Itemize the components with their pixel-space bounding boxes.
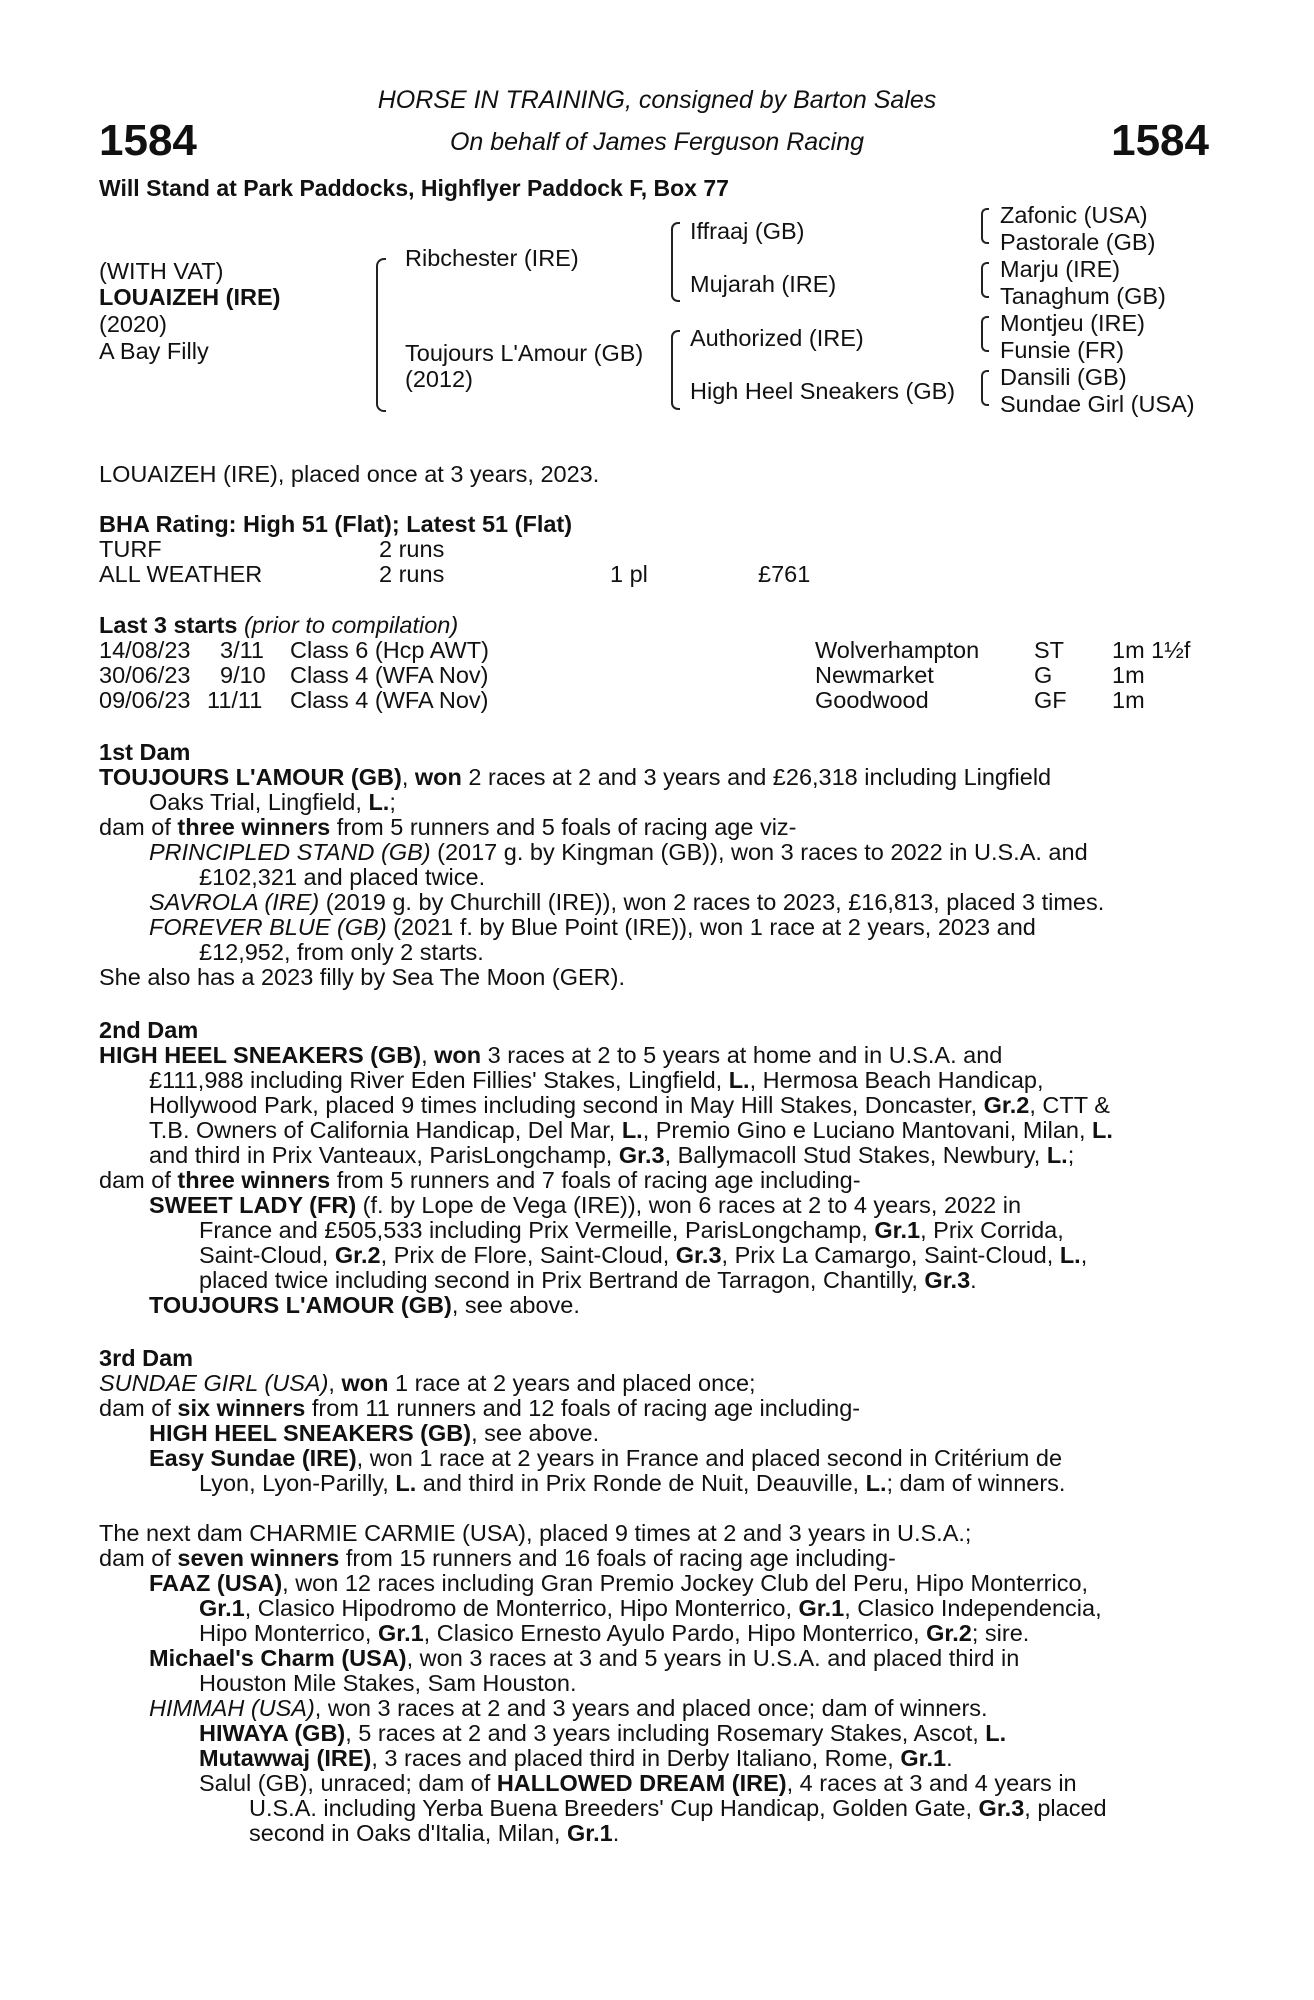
dam2-t5a: and third in Prix Vanteaux, ParisLongchamp, xyxy=(149,1142,619,1168)
salul-3 xyxy=(249,1821,619,1846)
dam3-e1: Easy Sundae (IRE) xyxy=(149,1445,357,1471)
dam3-won: won xyxy=(341,1370,389,1396)
on-behalf-line: On behalf of James Ferguson Racing xyxy=(449,128,865,156)
dam3-easy-sundae-1 xyxy=(149,1446,1062,1471)
dam1-progeny3 xyxy=(149,915,1036,940)
faaz-f3c: Gr.1 xyxy=(798,1595,845,1621)
dam2-heading: 2nd Dam xyxy=(99,1017,199,1043)
dam3-h1: HIGH HEEL SNEAKERS (GB) xyxy=(149,1420,472,1446)
dam2-t5e: ; xyxy=(1067,1142,1075,1168)
dam2-s5a: placed twice including second in Prix Bertrand de Tarragon, Chantilly, xyxy=(199,1267,925,1293)
dam1-text2c: ; xyxy=(389,789,396,815)
next-damof-a: dam of xyxy=(99,1545,178,1571)
dam1-name: TOUJOURS L'AMOUR (GB) xyxy=(99,764,402,790)
dam2-s4g: , xyxy=(1080,1242,1088,1268)
pedigree-brace-main xyxy=(376,258,386,412)
dam1-p1-cont: £102,321 and placed twice. xyxy=(199,864,486,890)
start-1-date: 14/08/23 xyxy=(99,637,191,663)
dam2-s5b: Gr.3 xyxy=(924,1267,971,1293)
faaz-name: FAAZ (USA) xyxy=(149,1570,283,1596)
faaz-f3a: Gr.1 xyxy=(199,1595,245,1621)
pedigree-g4: Tanaghum (GB) xyxy=(1000,283,1166,309)
lot-number-left: 1584 xyxy=(99,116,197,165)
faaz-f3b: , Clasico Hipodromo de Monterrico, Hipo Monterrico, xyxy=(244,1595,799,1621)
michaels-charm-1 xyxy=(149,1646,1019,1671)
rating-aw-placed: 1 pl xyxy=(610,561,648,587)
pedigree-brace-g12 xyxy=(981,208,989,244)
salul-5c: . xyxy=(612,1820,620,1846)
dam2-t2b: L. xyxy=(728,1067,750,1093)
dam2-t4c: , Premio Gino e Luciano Mantovani, Milan, xyxy=(642,1117,1093,1143)
salul-1 xyxy=(199,1771,1077,1796)
race-summary: LOUAIZEH (IRE), placed once at 3 years, 2023. xyxy=(99,461,600,487)
dam3-damof xyxy=(99,1396,860,1421)
dam2-text1: 3 races at 2 to 5 years at home and in U.S.A. and xyxy=(481,1042,1003,1068)
salul-2 xyxy=(249,1796,1107,1821)
dam3-e3d: L. xyxy=(865,1470,887,1496)
dam2-sweet-lady-3 xyxy=(199,1243,1087,1268)
dam2-t4d: L. xyxy=(1092,1117,1113,1143)
dam3-heading: 3rd Dam xyxy=(99,1345,194,1371)
dam3-name: SUNDAE GIRL (USA) xyxy=(99,1370,329,1396)
hiwaya-name: HIWAYA (GB) xyxy=(199,1720,346,1746)
dam1-damof-b: three winners xyxy=(177,814,331,840)
salul-b: HALLOWED DREAM (IRE) xyxy=(496,1770,787,1796)
start-3-course: Goodwood xyxy=(815,687,929,713)
start-2-pos: 9/10 xyxy=(220,662,266,688)
dam3-damof-b: six winners xyxy=(177,1395,306,1421)
dam2-line2 xyxy=(149,1068,1044,1093)
himmah-text: , won 3 races at 2 and 3 years and placed once; dam of winners. xyxy=(314,1695,988,1721)
dam1-p2-name: SAVROLA (IRE) xyxy=(149,889,320,915)
faaz-f3d: , Clasico Independencia, xyxy=(844,1595,1102,1621)
dam2-s4c: , Prix de Flore, Saint-Cloud, xyxy=(380,1242,676,1268)
horse-year: (2020) xyxy=(99,311,167,337)
start-2-course: Newmarket xyxy=(815,662,934,688)
michaels-charm-text: , won 3 races at 3 and 5 years in U.S.A. and placed third in xyxy=(406,1645,1020,1671)
start-3-distance: 1m xyxy=(1112,687,1145,713)
michaels-charm-name: Michael's Charm (USA) xyxy=(149,1645,407,1671)
salul-4c: , placed xyxy=(1024,1795,1107,1821)
dam2-t3c: , CTT & xyxy=(1029,1092,1110,1118)
faaz-3 xyxy=(199,1621,1029,1646)
rating-turf-surface: TURF xyxy=(99,536,162,562)
dam2-damof-a: dam of xyxy=(99,1167,178,1193)
dam1-also: She also has a 2023 filly by Sea The Moon (GER). xyxy=(99,964,625,990)
dam2-s4a: Saint-Cloud, xyxy=(199,1242,335,1268)
faaz-2 xyxy=(199,1596,1102,1621)
dam2-t5b: Gr.3 xyxy=(618,1142,665,1168)
consignment-line: HORSE IN TRAINING, consigned by Barton Sales xyxy=(377,86,937,114)
mutawwaj-text: , 3 races and placed third in Derby Italiano, Rome, xyxy=(371,1745,901,1771)
dam1-p3-name: FOREVER BLUE (GB) xyxy=(149,914,387,940)
dam2-t4b: L. xyxy=(621,1117,643,1143)
start-3-date: 09/06/23 xyxy=(99,687,191,713)
dam2-sweet-lady-1 xyxy=(149,1193,1021,1218)
start-3-pos: 11/11 xyxy=(207,687,263,713)
dam-sire: Authorized (IRE) xyxy=(690,325,864,351)
dam2-line5 xyxy=(149,1143,1074,1168)
dam2-line4 xyxy=(149,1118,1113,1143)
salul-5b: Gr.1 xyxy=(566,1820,613,1846)
start-1-distance: 1m 1½f xyxy=(1112,637,1191,663)
dam2-s3c: , Prix Corrida, xyxy=(920,1217,1064,1243)
dam3-damof-a: dam of xyxy=(99,1395,178,1421)
hiwaya xyxy=(199,1721,1006,1746)
dam2-t3a: Hollywood Park, placed 9 times including second in May Hill Stakes, Doncaster, xyxy=(149,1092,984,1118)
pedigree-g2: Pastorale (GB) xyxy=(1000,229,1156,255)
dam2-t3b: Gr.2 xyxy=(983,1092,1030,1118)
mutawwaj xyxy=(199,1746,953,1771)
dam2-s3b: Gr.1 xyxy=(874,1217,921,1243)
rating-aw-prize: £761 xyxy=(758,561,811,587)
next-dam-damof xyxy=(99,1546,896,1571)
dam3-t1: 1 race at 2 years and placed once; xyxy=(388,1370,756,1396)
faaz-f4d: Gr.2 xyxy=(926,1620,972,1646)
dam2-name: HIGH HEEL SNEAKERS (GB) xyxy=(99,1042,422,1068)
pedigree-g5: Montjeu (IRE) xyxy=(1000,310,1145,336)
dam1-p1-text: (2017 g. by Kingman (GB)), won 3 races to 2022 in U.S.A. and xyxy=(430,839,1088,865)
dam3-e3a: Lyon, Lyon-Parilly, xyxy=(199,1470,396,1496)
michaels-charm-2: Houston Mile Stakes, Sam Houston. xyxy=(199,1670,577,1696)
salul-4a: U.S.A. including Yerba Buena Breeders' Cup Handicap, Golden Gate, xyxy=(249,1795,979,1821)
dam2-t2: £111,988 including River Eden Fillies' Stakes, Lingfield, xyxy=(149,1067,729,1093)
start-1-pos: 3/11 xyxy=(220,637,264,663)
pedigree-g3: Marju (IRE) xyxy=(1000,256,1121,282)
dam3-easy-sundae-2 xyxy=(199,1471,1065,1496)
next-damof-c: from 15 runners and 16 foals of racing age including- xyxy=(339,1545,896,1571)
dam2-s4e: , Prix La Camargo, Saint-Cloud, xyxy=(721,1242,1060,1268)
dam3-e3b: L. xyxy=(395,1470,417,1496)
dam2-line1: HIGH HEEL SNEAKERS (GB), won 3 races at 2 to 5 years at home and in U.S.A. and xyxy=(99,1042,1003,1068)
dam2-t5c: , Ballymacoll Stud Stakes, Newbury, xyxy=(664,1142,1047,1168)
salul-5a: second in Oaks d'Italia, Milan, xyxy=(249,1820,567,1846)
pedigree-g7: Dansili (GB) xyxy=(1000,364,1127,390)
dam2-s4f: L. xyxy=(1059,1242,1081,1268)
himmah-name: HIMMAH (USA) xyxy=(149,1695,315,1721)
faaz-1 xyxy=(149,1571,1088,1596)
start-1-going: ST xyxy=(1034,637,1065,663)
dam2-tj2: , see above. xyxy=(451,1292,580,1318)
next-dam-line1: The next dam CHARMIE CARMIE (USA), placed 9 times at 2 and 3 years in U.S.A.; xyxy=(99,1520,972,1546)
mutawwaj-end: . xyxy=(946,1745,953,1771)
start-3-class: Class 4 (WFA Nov) xyxy=(290,687,489,713)
next-damof-b: seven winners xyxy=(177,1545,340,1571)
start-2-class: Class 4 (WFA Nov) xyxy=(290,662,489,688)
dam2-damof-c: from 5 runners and 7 foals of racing age including- xyxy=(330,1167,861,1193)
pedigree-g6: Funsie (FR) xyxy=(1000,337,1125,363)
horse-name: LOUAIZEH (IRE) xyxy=(99,284,281,310)
dam2-toujours xyxy=(149,1293,580,1318)
dam1-p1-name: PRINCIPLED STAND (GB) xyxy=(149,839,431,865)
dam1-line2 xyxy=(149,790,396,815)
pedigree-brace-g34 xyxy=(981,262,989,298)
bha-rating-title: BHA Rating: High 51 (Flat); Latest 51 (Flat) xyxy=(99,511,573,537)
dam-dam: High Heel Sneakers (GB) xyxy=(690,378,956,404)
faaz-f4a: Hipo Monterrico, xyxy=(199,1620,378,1646)
dam3-e2: , won 1 race at 2 years in France and placed second in Critérium de xyxy=(356,1445,1063,1471)
vat-label: (WITH VAT) xyxy=(99,258,224,284)
dam1-line1: TOUJOURS L'AMOUR (GB), won 2 races at 2 and 3 years and £26,318 including Lingfield xyxy=(99,764,1052,790)
dam3-line1: SUNDAE GIRL (USA), won 1 race at 2 years and placed once; xyxy=(99,1370,756,1396)
dam3-e3e: ; dam of winners. xyxy=(886,1470,1066,1496)
faaz-f4e: ; sire. xyxy=(971,1620,1030,1646)
dam1-p2-text: (2019 g. by Churchill (IRE)), won 2 races to 2023, £16,813, placed 3 times. xyxy=(319,889,1105,915)
dam2-s2: (f. by Lope de Vega (IRE)), won 6 races at 2 to 4 years, 2022 in xyxy=(356,1192,1022,1218)
dam2-sweet-lady-4 xyxy=(199,1268,977,1293)
faaz-f4b: Gr.1 xyxy=(377,1620,424,1646)
dam1-p3-cont: £12,952, from only 2 starts. xyxy=(199,939,484,965)
dam: Toujours L'Amour (GB) xyxy=(405,340,644,366)
hiwaya-text: , 5 races at 2 and 3 years including Rosemary Stakes, Ascot, xyxy=(345,1720,986,1746)
rating-aw-surface: ALL WEATHER xyxy=(99,561,263,587)
dam2-s1: SWEET LADY (FR) xyxy=(149,1192,357,1218)
pedigree-brace-g78 xyxy=(981,370,989,406)
dam1-text1: 2 races at 2 and 3 years and £26,318 including Lingfield xyxy=(461,764,1052,790)
last-starts-heading xyxy=(99,613,458,638)
dam1-damof-c: from 5 runners and 5 foals of racing age viz- xyxy=(330,814,797,840)
dam2-sweet-lady-2 xyxy=(199,1218,1064,1243)
last-starts-note: (prior to compilation) xyxy=(243,612,459,638)
mutawwaj-name: Mutawwaj (IRE) xyxy=(199,1745,372,1771)
dam1-progeny1 xyxy=(149,840,1088,865)
dam1-progeny2 xyxy=(149,890,1104,915)
dam2-damof-b: three winners xyxy=(177,1167,331,1193)
dam2-t4a: T.B. Owners of California Handicap, Del Mar, xyxy=(149,1117,622,1143)
dam2-damof xyxy=(99,1168,861,1193)
sire-dam: Mujarah (IRE) xyxy=(690,271,837,297)
lot-number-right: 1584 xyxy=(1111,116,1209,165)
sire-sire: Iffraaj (GB) xyxy=(690,218,805,244)
dam1-heading: 1st Dam xyxy=(99,739,191,765)
pedigree-g8: Sundae Girl (USA) xyxy=(1000,391,1195,417)
dam2-won: won xyxy=(434,1042,482,1068)
faaz-f4c: , Clasico Ernesto Ayulo Pardo, Hipo Monterrico, xyxy=(423,1620,927,1646)
salul-a: Salul (GB), unraced; dam of xyxy=(199,1770,497,1796)
pedigree-g1: Zafonic (USA) xyxy=(1000,202,1148,228)
sire: Ribchester (IRE) xyxy=(405,245,579,271)
hiwaya-listed: L. xyxy=(985,1720,1007,1746)
start-2-distance: 1m xyxy=(1112,662,1145,688)
dam3-damof-c: from 11 runners and 12 foals of racing age including- xyxy=(305,1395,861,1421)
horse-description: A Bay Filly xyxy=(99,338,209,364)
dam2-t2c: , Hermosa Beach Handicap, xyxy=(749,1067,1044,1093)
start-1-class: Class 6 (Hcp AWT) xyxy=(290,637,489,663)
pedigree-brace-sire xyxy=(671,222,680,302)
start-2-going: G xyxy=(1034,662,1053,688)
dam2-s4d: Gr.3 xyxy=(675,1242,722,1268)
dam2-s4b: Gr.2 xyxy=(334,1242,381,1268)
start-3-going: GF xyxy=(1034,687,1067,713)
mutawwaj-grade: Gr.1 xyxy=(900,1745,947,1771)
dam2-line3 xyxy=(149,1093,1110,1118)
salul-4b: Gr.3 xyxy=(978,1795,1025,1821)
faaz-text: , won 12 races including Gran Premio Jockey Club del Peru, Hipo Monterrico, xyxy=(282,1570,1089,1596)
dam1-text2: Oaks Trial, Lingfield, xyxy=(149,789,369,815)
salul-c: , 4 races at 3 and 4 years in xyxy=(786,1770,1077,1796)
stand-location: Will Stand at Park Paddocks, Highflyer Paddock F, Box 77 xyxy=(99,175,729,201)
rating-turf-runs: 2 runs xyxy=(379,536,445,562)
start-1-course: Wolverhampton xyxy=(815,637,980,663)
dam2-t5d: L. xyxy=(1046,1142,1068,1168)
start-2-date: 30/06/23 xyxy=(99,662,191,688)
dam1-damof-a: dam of xyxy=(99,814,178,840)
dam-year: (2012) xyxy=(405,366,473,392)
dam1-p3-text: (2021 f. by Blue Point (IRE)), won 1 race at 2 years, 2023 and xyxy=(386,914,1036,940)
dam2-s5c: . xyxy=(970,1267,977,1293)
dam1-listed: L. xyxy=(368,789,390,815)
dam1-won: won xyxy=(414,764,462,790)
dam2-s3a: France and £505,533 including Prix Vermeille, ParisLongchamp, xyxy=(199,1217,875,1243)
himmah xyxy=(149,1696,988,1721)
dam1-damof xyxy=(99,815,797,840)
dam3-e3c: and third in Prix Ronde de Nuit, Deauville, xyxy=(416,1470,866,1496)
dam3-hhs xyxy=(149,1421,599,1446)
dam3-h2: , see above. xyxy=(471,1420,600,1446)
last-starts-title: Last 3 starts xyxy=(99,612,238,638)
pedigree-brace-g56 xyxy=(981,316,989,352)
dam2-tj1: TOUJOURS L'AMOUR (GB) xyxy=(149,1292,452,1318)
pedigree-brace-dam xyxy=(671,330,680,410)
rating-aw-runs: 2 runs xyxy=(379,561,445,587)
